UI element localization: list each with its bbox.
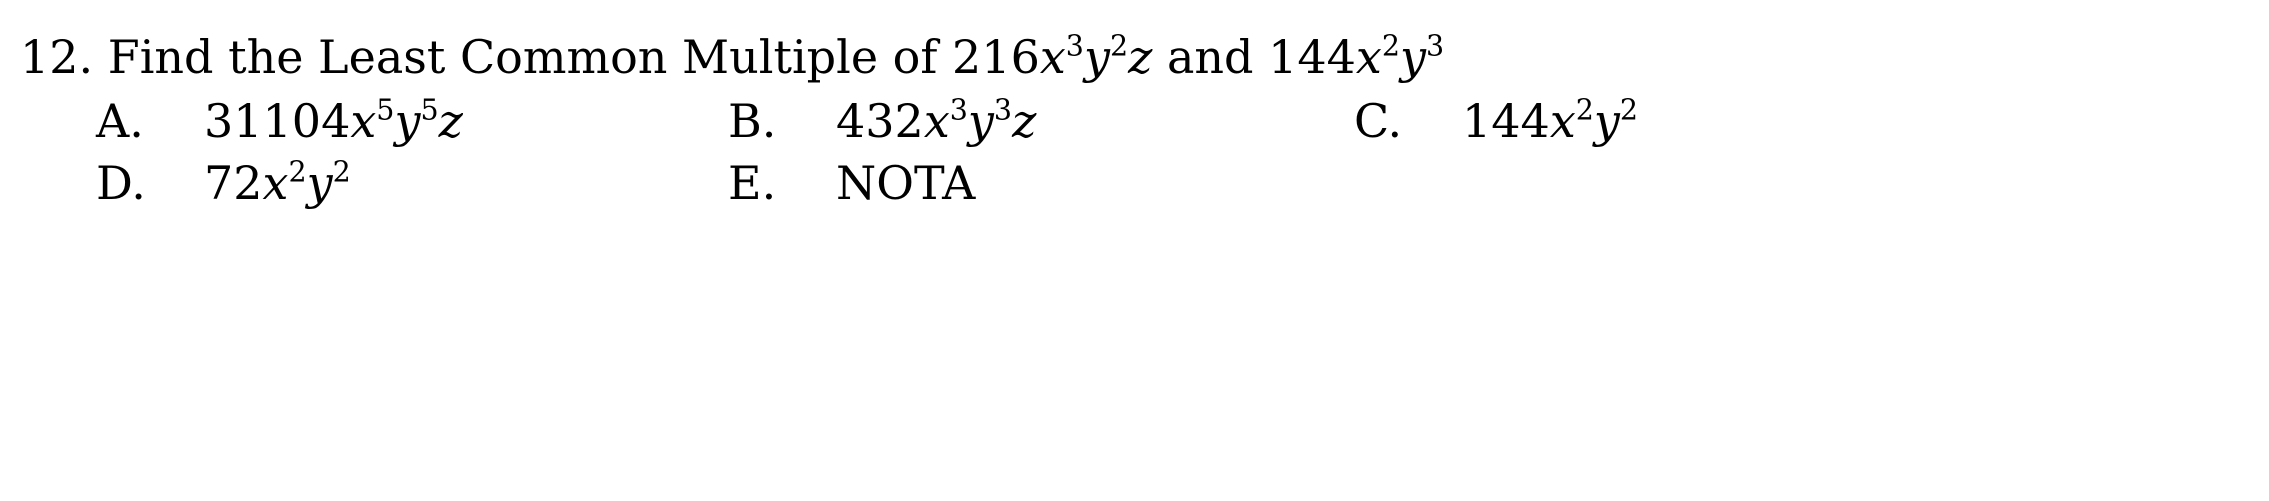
choice-c-coefficient: 144 — [1462, 94, 1550, 148]
choice-b-x-exponent: 3 — [949, 93, 968, 127]
choice-a-z: z — [438, 94, 463, 148]
choice-e-letter: E. — [728, 156, 777, 210]
choice-b-z: z — [1012, 94, 1037, 148]
term-1-y-exponent: 2 — [1109, 29, 1129, 63]
expression-term-1: $216x^3y^2z$ — [952, 29, 1153, 84]
question-text: Find the Least Common Multiple of — [107, 30, 938, 84]
choice-b-answer: $432x^3y^3z$ — [836, 93, 1037, 148]
choice-d-y-exponent: 2 — [332, 155, 351, 189]
choice-c-answer: $144x^2y^2$ — [1462, 93, 1639, 148]
question-connector: and — [1166, 30, 1254, 84]
term-1-x-exponent: 3 — [1065, 29, 1084, 63]
choice-a-letter: A. — [96, 94, 144, 148]
choice-a-answer: $31104x^5y^5z$ — [204, 93, 463, 148]
choice-b-coefficient: 432 — [836, 94, 924, 148]
choice-a-coefficient: 31104 — [204, 94, 351, 148]
expression-term-2: $144x^2y^3$ — [1268, 29, 1445, 84]
choice-c-letter: C. — [1354, 94, 1403, 148]
term-2-coefficient: 144 — [1268, 30, 1356, 84]
question-prompt — [20, 29, 1445, 84]
choice-d-x-exponent: 2 — [288, 155, 307, 189]
choice-c-y-exponent: 2 — [1619, 93, 1639, 127]
choice-e-answer: NOTA — [836, 156, 976, 210]
question-number: 12. — [20, 30, 94, 84]
choice-a-x-exponent: 5 — [376, 93, 395, 127]
term-2-y-exponent: 3 — [1426, 29, 1445, 63]
choice-c-x-exponent: 2 — [1575, 93, 1594, 127]
choice-b-y-exponent: 3 — [993, 93, 1013, 127]
term-1-coefficient: 216 — [952, 30, 1040, 84]
choice-d-coefficient: 72 — [204, 156, 263, 210]
term-1-z: z — [1128, 30, 1153, 84]
choice-d-letter: D. — [96, 156, 146, 210]
choice-a-y-exponent: 5 — [420, 93, 439, 127]
choice-b-letter: B. — [728, 94, 777, 148]
choice-d-answer: $72x^2y^2$ — [204, 155, 351, 210]
term-2-x-exponent: 2 — [1381, 29, 1401, 63]
